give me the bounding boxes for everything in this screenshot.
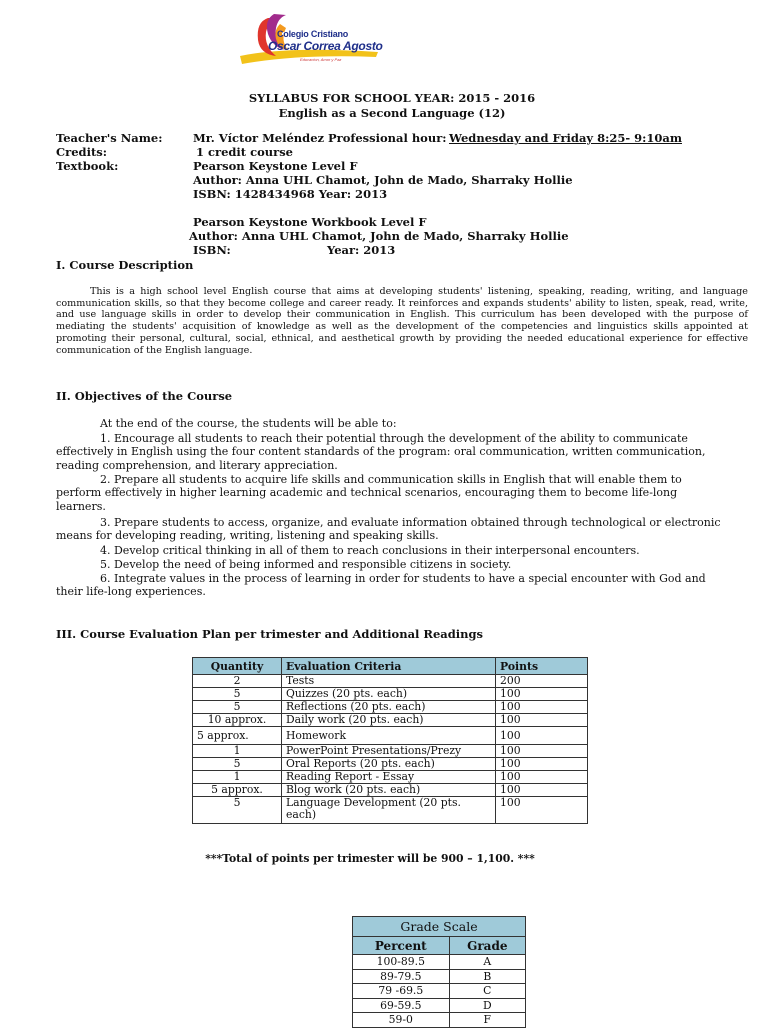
table-row: [193, 688, 588, 701]
logo-motto: Educacion, Amor y Paz: [300, 57, 342, 62]
objective-4: 4. Develop critical thinking in all of them to reach conclusions in their interpersonal encounters.: [100, 544, 640, 557]
column-header-criteria: Evaluation Criteria: [282, 658, 496, 675]
grade-cell: C: [449, 984, 525, 999]
table-row: [193, 758, 588, 771]
percent-cell: 79 -69.5: [353, 984, 450, 999]
quantity-cell: 5: [193, 701, 282, 714]
evaluation-table-header: [193, 658, 588, 675]
grade-scale-table: [352, 916, 526, 1028]
textbook1-title: Pearson Keystone Level F: [193, 159, 358, 173]
quantity-cell: 5: [193, 688, 282, 701]
table-row: [353, 969, 526, 984]
table-row: [193, 727, 588, 745]
criteria-cell: Blog work (20 pts. each): [282, 784, 496, 797]
points-cell: 100: [496, 784, 588, 797]
professional-hour-label: Professional hour:: [328, 131, 447, 145]
teacher-label: Teacher's Name:: [56, 131, 163, 145]
points-cell: 100: [496, 727, 588, 745]
quantity-cell: 2: [193, 675, 282, 688]
column-header-grade: Grade: [449, 937, 525, 955]
quantity-cell: 5: [193, 797, 282, 824]
quantity-cell: 5 approx.: [193, 784, 282, 797]
percent-cell: 59-0: [353, 1013, 450, 1028]
table-row: [353, 1013, 526, 1028]
criteria-cell: Language Development (20 pts. each): [282, 797, 496, 824]
criteria-cell: PowerPoint Presentations/Prezy: [282, 745, 496, 758]
logo-school-name-line1: Colegio Cristiano: [277, 29, 349, 39]
objective-5: 5. Develop the need of being informed and responsible citizens in society.: [100, 558, 512, 571]
grade-cell: D: [449, 998, 525, 1013]
objectives-heading: II. Objectives of the Course: [56, 389, 233, 403]
column-header-quantity: Quantity: [193, 658, 282, 675]
teacher-value: Mr. Víctor Meléndez: [193, 131, 325, 145]
table-row: [193, 745, 588, 758]
table-row: [353, 984, 526, 999]
course-description-heading: I. Course Description: [56, 258, 194, 272]
evaluation-table: [192, 657, 588, 824]
percent-cell: 89-79.5: [353, 969, 450, 984]
objective-6: 6. Integrate values in the process of learning in order for students to have a special encounter with God and their life-long experiences.: [56, 572, 706, 599]
credits-value: 1 credit course: [196, 145, 293, 159]
criteria-cell: Reflections (20 pts. each): [282, 701, 496, 714]
syllabus-title: SYLLABUS FOR SCHOOL YEAR: 2015 - 2016: [248, 91, 536, 105]
objective-1: 1. Encourage all students to reach their potential through the development of the ability to communicate effectively in English using the four content standards of the program: oral communication, written communication, reading comprehension, and literary appreciation.: [56, 432, 706, 472]
criteria-cell: Homework: [282, 727, 496, 745]
grade-scale-title: Grade Scale: [353, 917, 526, 937]
criteria-cell: Tests: [282, 675, 496, 688]
points-cell: 200: [496, 675, 588, 688]
criteria-cell: Daily work (20 pts. each): [282, 714, 496, 727]
course-description-text: This is a high school level English course that aims at developing students' listening, speaking, reading, writing, and language communication skills, so that they become college and career ready. It reinforces and expands students' ability to listen, speak, read, write, and use language skills in order to develop their communication in English. This curriculum has been developed with the purpose of mediating the students' acquisition of knowledge as well as the development of the competencies and linguistics skills appointed at promoting their personal, cultural, social, ethnical, and aesthetical growth by providing the needed educational experience for effective communication of the English language.: [56, 286, 748, 356]
points-cell: 100: [496, 745, 588, 758]
credits-label: Credits:: [56, 145, 107, 159]
criteria-cell: Oral Reports (20 pts. each): [282, 758, 496, 771]
quantity-cell: 10 approx.: [193, 714, 282, 727]
percent-cell: 69-59.5: [353, 998, 450, 1013]
grade-cell: A: [449, 955, 525, 970]
objective-3: 3. Prepare students to access, organize, and evaluate information obtained through technological or electronic means for developing reading, writing, listening and speaking skills.: [56, 516, 721, 543]
total-points-note: ***Total of points per trimester will be 900 – 1,100. ***: [205, 852, 535, 865]
textbook2-isbn-label: ISBN:: [193, 243, 231, 257]
textbook2-author: Author: Anna UHL Chamot, John de Mado, Sharraky Hollie: [189, 229, 569, 243]
quantity-cell: 5: [193, 758, 282, 771]
points-cell: 100: [496, 758, 588, 771]
criteria-cell: Quizzes (20 pts. each): [282, 688, 496, 701]
quantity-cell: 1: [193, 745, 282, 758]
course-subtitle: English as a Second Language (12): [278, 106, 506, 120]
objective-2: 2. Prepare all students to acquire life skills and communication skills in English that will enable them to perform effectively in higher learning academic and technical scenarios, encouraging them to become life-long learners.: [56, 473, 682, 513]
points-cell: 100: [496, 797, 588, 824]
points-cell: 100: [496, 771, 588, 784]
objectives-intro: At the end of the course, the students will be able to:: [100, 417, 397, 430]
evaluation-plan-heading: III. Course Evaluation Plan per trimester and Additional Readings: [56, 627, 483, 641]
textbook1-author: Author: Anna UHL Chamot, John de Mado, Sharraky Hollie: [193, 173, 573, 187]
table-row: [193, 771, 588, 784]
textbook2-title: Pearson Keystone Workbook Level F: [193, 215, 427, 229]
quantity-cell: 5 approx.: [193, 727, 282, 745]
table-row: [193, 714, 588, 727]
percent-cell: 100-89.5: [353, 955, 450, 970]
points-cell: 100: [496, 714, 588, 727]
grade-cell: B: [449, 969, 525, 984]
points-cell: 100: [496, 688, 588, 701]
quantity-cell: 1: [193, 771, 282, 784]
points-cell: 100: [496, 701, 588, 714]
column-header-points: Points: [496, 658, 588, 675]
table-row: [193, 797, 588, 824]
table-row: [193, 675, 588, 688]
textbook2-year: Year: 2013: [327, 243, 396, 257]
professional-hour-value: Wednesday and Friday 8:25- 9:10am: [449, 131, 682, 145]
table-row: [193, 784, 588, 797]
criteria-cell: Reading Report - Essay: [282, 771, 496, 784]
table-row: [353, 955, 526, 970]
column-header-percent: Percent: [353, 937, 450, 955]
logo-school-name-line2: Oscar Correa Agosto: [268, 39, 383, 53]
grade-cell: F: [449, 1013, 525, 1028]
table-row: [353, 998, 526, 1013]
textbook-label: Textbook:: [56, 159, 119, 173]
table-row: [193, 701, 588, 714]
textbook1-isbn: ISBN: 1428434968 Year: 2013: [193, 187, 388, 201]
course-description-body: [56, 286, 748, 356]
